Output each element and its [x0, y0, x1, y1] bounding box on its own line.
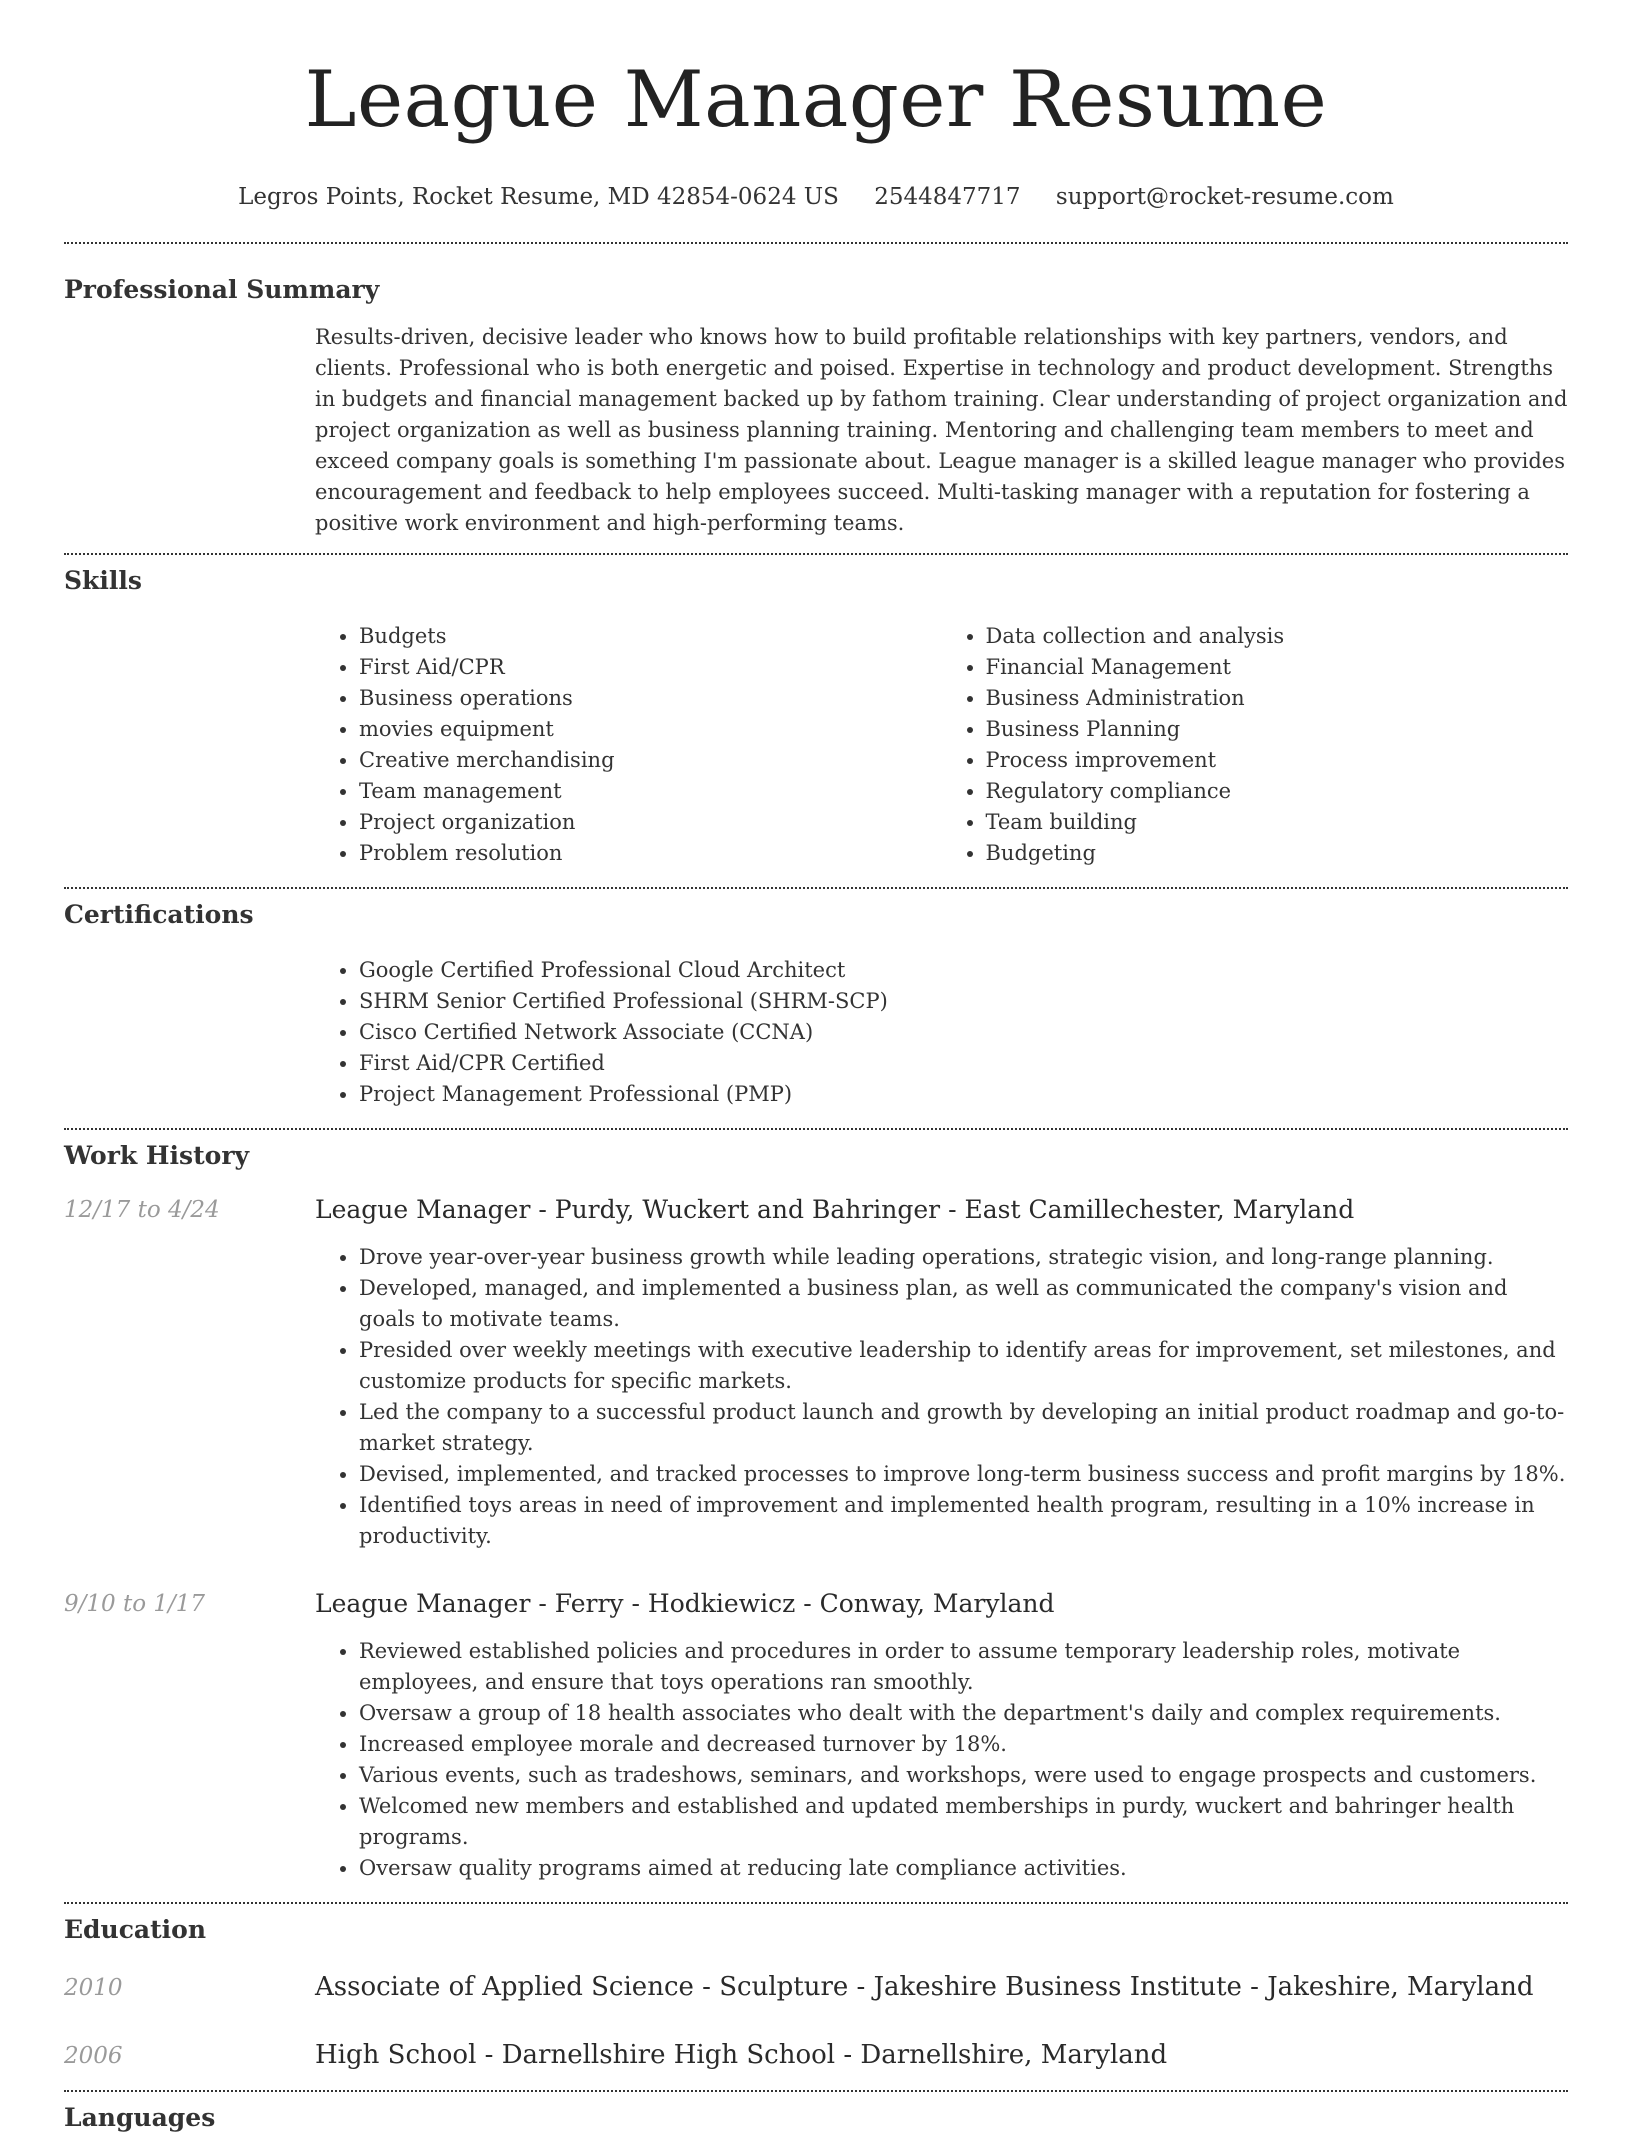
education-entry [64, 1970, 1568, 2004]
skills-list-right [942, 621, 1569, 869]
skill-item: • Regulatory compliance [986, 776, 1569, 807]
skill-item: • Problem resolution [359, 838, 942, 869]
section-divider [64, 887, 1568, 889]
skill-item: • Team building [986, 807, 1569, 838]
job-entry [64, 1194, 1568, 1552]
section-divider [64, 1902, 1568, 1904]
certification-item: • First Aid/CPR Certified [359, 1048, 1568, 1079]
section-divider [64, 553, 1568, 555]
section-heading-summary: Professional Summary [64, 275, 380, 304]
education-entry [64, 2038, 1568, 2072]
skill-item: • Budgets [359, 621, 942, 652]
education-title: Associate of Applied Science - Sculpture - Jakeshire Business Institute - Jakeshire, Maryland [315, 1972, 1534, 2002]
section-divider [64, 242, 1568, 244]
job-bullet: • Various events, such as tradeshows, seminars, and workshops, were used to engage prospects and customers. [359, 1760, 1568, 1791]
resume-page [64, 0, 1568, 2134]
work-history-section [64, 1140, 1568, 1884]
contact-address: Legros Points, Rocket Resume, MD 42854-0624 US [238, 184, 839, 210]
certifications-list [315, 955, 1568, 1110]
languages-section [64, 2102, 1568, 2134]
certification-item: • Google Certified Professional Cloud Architect [359, 955, 1568, 986]
job-title: League Manager - Ferry - Hodkiewicz - Conway, Maryland [315, 1589, 1055, 1618]
job-dates: 12/17 to 4/24 [64, 1197, 220, 1223]
section-heading-education: Education [64, 1915, 207, 1944]
job-entry [64, 1588, 1568, 1884]
contact-line [64, 182, 1568, 212]
section-heading-work: Work History [64, 1141, 250, 1170]
job-bullets [315, 1636, 1568, 1884]
skill-item: • First Aid/CPR [359, 652, 942, 683]
skill-item: • Business Administration [986, 683, 1569, 714]
summary-text: Results-driven, decisive leader who knows how to build profitable relationships with key partners, vendors, and clients. Professional who is both energetic and poised. Expertise in technology and product development. Strengths in budgets and financial management backed up by fathom training. Clear understanding of project organization and project organization as well as business planning training. Mentoring and challenging team members to meet and exceed company goals is something I'm passionate about. League manager is a skilled league manager who provides encouragement and feedback to help employees succeed. Multi-tasking manager with a reputation for fostering a positive work environment and high-performing teams. [315, 325, 1568, 535]
job-bullet: • Devised, implemented, and tracked processes to improve long-term business success and profit margins by 18%. [359, 1459, 1568, 1490]
job-bullet: • Identified toys areas in need of improvement and implemented health program, resulting in a 10% increase in productivity. [359, 1490, 1568, 1552]
job-bullet: • Presided over weekly meetings with executive leadership to identify areas for improvement, set milestones, and customize products for specific markets. [359, 1335, 1568, 1397]
skill-item: • movies equipment [359, 714, 942, 745]
job-bullet: • Led the company to a successful product launch and growth by developing an initial product roadmap and go-to-market strategy. [359, 1397, 1568, 1459]
education-title: High School - Darnellshire High School - Darnellshire, Maryland [315, 2040, 1168, 2070]
job-bullets [315, 1242, 1568, 1552]
section-divider [64, 1128, 1568, 1130]
job-bullet: • Oversaw a group of 18 health associates who dealt with the department's daily and complex requirements. [359, 1698, 1568, 1729]
certification-item: • Project Management Professional (PMP) [359, 1079, 1568, 1110]
skills-list-left [315, 621, 942, 869]
certification-item: • Cisco Certified Network Associate (CCNA) [359, 1017, 1568, 1048]
contact-phone: 2544847717 [874, 184, 1021, 210]
resume-title: League Manager Resume [304, 55, 1328, 145]
summary-section [64, 274, 1568, 539]
job-bullet: • Drove year-over-year business growth while leading operations, strategic vision, and long-range planning. [359, 1242, 1568, 1273]
certification-item: • SHRM Senior Certified Professional (SHRM-SCP) [359, 986, 1568, 1017]
section-divider [64, 2090, 1568, 2092]
skill-item: • Business operations [359, 683, 942, 714]
skill-item: • Business Planning [986, 714, 1569, 745]
certifications-section [64, 899, 1568, 1110]
skill-item: • Creative merchandising [359, 745, 942, 776]
skill-item: • Data collection and analysis [986, 621, 1569, 652]
skill-item: • Project organization [359, 807, 942, 838]
job-bullet: • Oversaw quality programs aimed at reducing late compliance activities. [359, 1853, 1568, 1884]
job-bullet: • Reviewed established policies and procedures in order to assume temporary leadership roles, motivate employees, and ensure that toys operations ran smoothly. [359, 1636, 1568, 1698]
contact-email: support@rocket-resume.com [1055, 184, 1394, 210]
skill-item: • Financial Management [986, 652, 1569, 683]
skill-item: • Team management [359, 776, 942, 807]
section-heading-certifications: Certifications [64, 900, 254, 929]
job-dates: 9/10 to 1/17 [64, 1591, 206, 1617]
job-bullet: • Developed, managed, and implemented a business plan, as well as communicated the company's vision and goals to motivate teams. [359, 1273, 1568, 1335]
skill-item: • Budgeting [986, 838, 1569, 869]
job-bullet: • Welcomed new members and established and updated memberships in purdy, wuckert and bahringer health programs. [359, 1791, 1568, 1853]
section-heading-skills: Skills [64, 566, 142, 595]
job-title: League Manager - Purdy, Wuckert and Bahringer - East Camillechester, Maryland [315, 1195, 1355, 1224]
skill-item: • Process improvement [986, 745, 1569, 776]
job-bullet: • Increased employee morale and decreased turnover by 18%. [359, 1729, 1568, 1760]
education-year: 2010 [64, 1975, 123, 2001]
education-year: 2006 [64, 2043, 123, 2069]
education-section [64, 1914, 1568, 2072]
skills-section [64, 565, 1568, 869]
section-heading-languages: Languages [64, 2103, 216, 2132]
